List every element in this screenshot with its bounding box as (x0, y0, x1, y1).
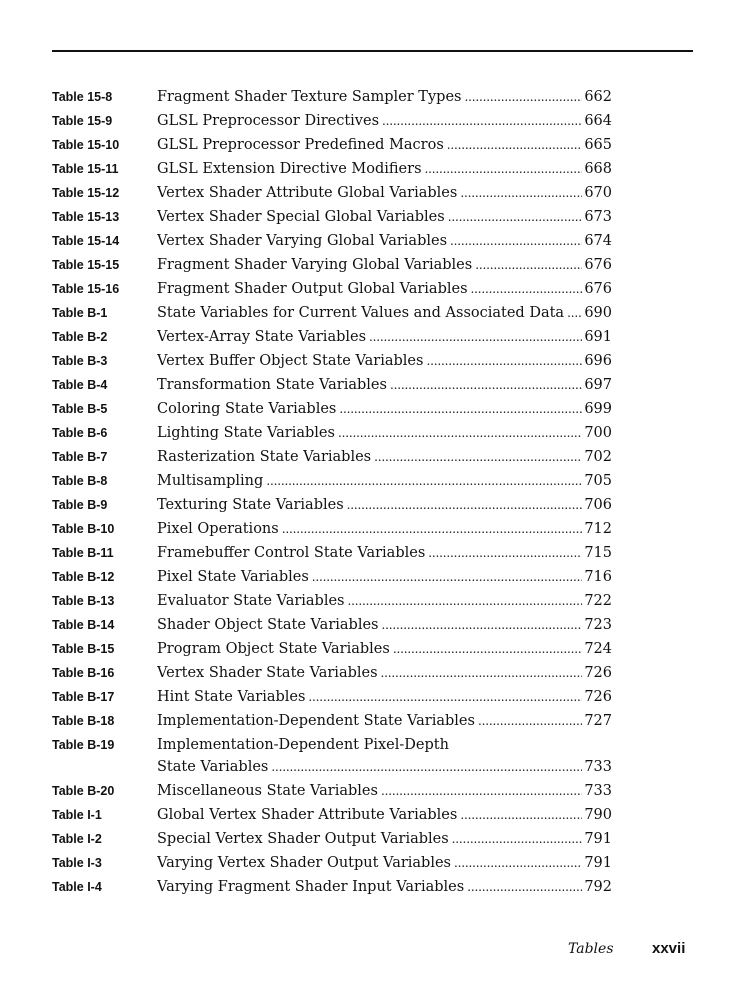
table-title-leader-line (157, 134, 612, 156)
table-label: Table 15-12 (52, 186, 120, 200)
table-label: Table B-7 (52, 450, 108, 464)
table-title: Lighting State Variables (157, 425, 335, 441)
dot-leader (339, 398, 582, 420)
table-title: Pixel State Variables (157, 569, 309, 585)
table-entry-body (157, 182, 612, 204)
table-title: Vertex Shader Special Global Variables (157, 209, 445, 225)
toc-entry (52, 494, 612, 518)
table-title: Transformation State Variables (157, 377, 387, 393)
page-number: 727 (584, 713, 612, 729)
table-entry-body (157, 470, 612, 492)
toc-entry (52, 638, 612, 662)
table-title-leader-line (157, 326, 612, 348)
dot-leader (282, 518, 583, 540)
table-title-leader-line (157, 206, 612, 228)
dot-leader (460, 804, 582, 826)
page-number: 791 (584, 831, 612, 847)
page-number: 699 (584, 401, 612, 417)
toc-entry (52, 158, 612, 182)
table-entry-body (157, 638, 612, 660)
dot-leader (471, 278, 583, 300)
table-title: Fragment Shader Texture Sampler Types (157, 89, 462, 105)
table-entry-body (157, 566, 612, 588)
table-title-leader-line (157, 350, 612, 372)
table-title: Fragment Shader Output Global Variables (157, 281, 468, 297)
table-entry-body (157, 780, 612, 802)
table-entry-body (157, 158, 612, 180)
header-rule (52, 50, 693, 52)
table-title: Texturing State Variables (157, 497, 344, 513)
table-title: Multisampling (157, 473, 264, 489)
table-title: Rasterization State Variables (157, 449, 372, 465)
table-title-leader-line (157, 86, 612, 108)
table-entry-body (157, 494, 612, 516)
dot-leader (448, 206, 583, 228)
toc-entry (52, 134, 612, 158)
table-label: Table B-18 (52, 714, 115, 728)
table-title-leader-line (157, 182, 612, 204)
table-entry-body (157, 254, 612, 276)
page-number: 724 (584, 641, 612, 657)
table-entry-body (157, 614, 612, 636)
toc-entry (52, 590, 612, 614)
table-title: State Variables (157, 759, 269, 775)
page-number: 690 (584, 305, 612, 321)
table-entry-body (157, 828, 612, 850)
table-title-leader-line (157, 852, 612, 874)
table-title: Implementation-Dependent State Variables (157, 713, 475, 729)
table-title: Shader Object State Variables (157, 617, 379, 633)
table-title-leader-line (157, 710, 612, 732)
dot-leader (382, 614, 583, 636)
page-number: 662 (584, 89, 612, 105)
table-entry-body (157, 422, 612, 444)
table-entry-body (157, 350, 612, 372)
table-title-leader-line (157, 518, 612, 540)
toc-entry (52, 614, 612, 638)
table-label: Table I-3 (52, 856, 102, 870)
table-entry-body (157, 876, 612, 898)
table-title-leader-line (157, 230, 612, 252)
page-number: 668 (584, 161, 612, 177)
footer-page-number: xxvii (652, 940, 686, 957)
dot-leader (381, 780, 582, 802)
table-entry-body (157, 542, 612, 564)
toc-entry (52, 542, 612, 566)
table-label: Table I-1 (52, 808, 102, 822)
toc-entry (52, 686, 612, 710)
table-title: Vertex Shader Varying Global Variables (157, 233, 448, 249)
table-entry-body (157, 86, 612, 108)
dot-leader (467, 876, 582, 898)
table-label: Table 15-13 (52, 210, 120, 224)
page-number: 676 (584, 281, 612, 297)
toc-entry (52, 278, 612, 302)
page-number: 716 (584, 569, 612, 585)
table-entry-body (157, 230, 612, 252)
dot-leader (464, 86, 582, 108)
toc-entry (52, 182, 612, 206)
table-label: Table B-20 (52, 784, 115, 798)
table-label: Table B-10 (52, 522, 115, 536)
table-title: GLSL Preprocessor Predefined Macros (157, 137, 444, 153)
toc-entry (52, 374, 612, 398)
page-number: 705 (584, 473, 612, 489)
page-number: 670 (584, 185, 612, 201)
page-number: 791 (584, 855, 612, 871)
table-entry-body (157, 134, 612, 156)
toc-entry (52, 86, 612, 110)
dot-leader (390, 374, 582, 396)
table-label: Table B-4 (52, 378, 108, 392)
table-entry-body (157, 326, 612, 348)
toc-entry (52, 566, 612, 590)
table-label: Table 15-11 (52, 162, 119, 176)
page-number: 706 (584, 497, 612, 513)
dot-leader (312, 566, 583, 588)
table-title-leader-line (157, 614, 612, 636)
page-number: 792 (584, 879, 612, 895)
table-entry-body (157, 374, 612, 396)
table-label: Table B-13 (52, 594, 115, 608)
table-label: Table B-8 (52, 474, 108, 488)
toc-entry (52, 350, 612, 374)
table-label: Table B-16 (52, 666, 115, 680)
table-title: Vertex-Array State Variables (157, 329, 367, 345)
table-label: Table B-2 (52, 330, 108, 344)
table-entry-body (157, 398, 612, 420)
toc-entry (52, 804, 612, 828)
table-title-leader-line (157, 302, 612, 324)
table-label: Table B-11 (52, 546, 114, 560)
table-entry-body (157, 302, 612, 324)
page-number: 674 (584, 233, 612, 249)
table-entry-body (157, 110, 612, 132)
table-entry-body (157, 710, 612, 732)
table-label: Table 15-8 (52, 90, 113, 104)
table-label: Table I-4 (52, 880, 102, 894)
table-title-leader-line (157, 278, 612, 300)
toc-entry (52, 110, 612, 134)
table-title: Fragment Shader Varying Global Variables (157, 257, 473, 273)
table-label: Table 15-9 (52, 114, 113, 128)
dot-leader (381, 662, 583, 684)
table-title: State Variables for Current Values and Associated Data (157, 305, 565, 321)
table-title: Program Object State Variables (157, 641, 390, 657)
table-title: Varying Vertex Shader Output Variables (157, 855, 451, 871)
dot-leader (426, 350, 582, 372)
table-title: GLSL Preprocessor Directives (157, 113, 380, 129)
dot-leader (348, 590, 583, 612)
page-number: 733 (584, 759, 612, 775)
dot-leader (347, 494, 583, 516)
table-entry-body (157, 804, 612, 826)
table-title: Hint State Variables (157, 689, 306, 705)
table-label: Table B-17 (52, 690, 115, 704)
table-title-leader-line (157, 590, 612, 612)
table-title: GLSL Extension Directive Modifiers (157, 161, 422, 177)
page-number: 712 (584, 521, 612, 537)
page-number: 696 (584, 353, 612, 369)
page-number: 665 (584, 137, 612, 153)
table-entry-body (157, 278, 612, 300)
toc-entry (52, 828, 612, 852)
toc-entry (52, 446, 612, 470)
table-entry-body (157, 852, 612, 874)
page-number: 664 (584, 113, 612, 129)
table-title-leader-line (157, 662, 612, 684)
table-label: Table I-2 (52, 832, 102, 846)
table-title: Vertex Buffer Object State Variables (157, 353, 424, 369)
table-title: Vertex Shader Attribute Global Variables (157, 185, 458, 201)
toc-entry (52, 518, 612, 542)
table-label: Table B-6 (52, 426, 108, 440)
dot-leader (428, 542, 582, 564)
table-title: Pixel Operations (157, 521, 279, 537)
page-number: 715 (584, 545, 612, 561)
dot-leader (447, 134, 583, 156)
toc-entry (52, 662, 612, 686)
table-label: Table B-15 (52, 642, 115, 656)
dot-leader (271, 756, 582, 778)
toc-entry (52, 326, 612, 350)
table-title-leader-line (157, 398, 612, 420)
dot-leader (460, 182, 582, 204)
table-label: Table 15-14 (52, 234, 120, 248)
table-title-leader-line (157, 110, 612, 132)
table-title-leader-line (157, 422, 612, 444)
toc-entry (52, 398, 612, 422)
table-label: Table B-9 (52, 498, 108, 512)
toc-entry (52, 254, 612, 278)
dot-leader (475, 254, 582, 276)
table-label: Table B-14 (52, 618, 115, 632)
table-title-leader-line (157, 542, 612, 564)
page-number: 676 (584, 257, 612, 273)
table-label: Table 15-10 (52, 138, 120, 152)
table-label: Table B-5 (52, 402, 108, 416)
table-title-leader-line (157, 780, 612, 802)
toc-entry (52, 422, 612, 446)
page-number: 691 (584, 329, 612, 345)
table-label: Table B-1 (52, 306, 108, 320)
table-entry-body (157, 446, 612, 468)
toc-entry (52, 734, 612, 780)
table-title-leader-line (157, 756, 612, 778)
dot-leader (382, 110, 582, 132)
toc-entry (52, 852, 612, 876)
toc-entry (52, 470, 612, 494)
table-entry-body (157, 206, 612, 228)
page-number: 673 (584, 209, 612, 225)
table-title: Vertex Shader State Variables (157, 665, 378, 681)
table-title-leader-line (157, 158, 612, 180)
table-label: Table 15-15 (52, 258, 120, 272)
table-label: Table B-12 (52, 570, 115, 584)
table-title-leader-line (157, 446, 612, 468)
dot-leader (338, 422, 582, 444)
table-title: Varying Fragment Shader Input Variables (157, 879, 465, 895)
toc-entry (52, 302, 612, 326)
page-number: 726 (584, 665, 612, 681)
table-title-leader-line (157, 470, 612, 492)
dot-leader (450, 230, 582, 252)
table-title: Framebuffer Control State Variables (157, 545, 426, 561)
dot-leader (478, 710, 582, 732)
toc-entry (52, 230, 612, 254)
dot-leader (425, 158, 583, 180)
table-title-leader-line (157, 566, 612, 588)
page-number: 697 (584, 377, 612, 393)
table-label: Table B-19 (52, 738, 115, 752)
dot-leader (308, 686, 582, 708)
table-entry-body (157, 590, 612, 612)
page-number: 722 (584, 593, 612, 609)
table-title: Global Vertex Shader Attribute Variables (157, 807, 458, 823)
table-title-leader-line (157, 686, 612, 708)
toc-entry (52, 710, 612, 734)
table-of-contents (52, 86, 612, 900)
table-label: Table 15-16 (52, 282, 120, 296)
table-title-line1: Implementation-Dependent Pixel-Depth (157, 737, 449, 753)
dot-leader (454, 852, 582, 874)
page-number: 723 (584, 617, 612, 633)
dot-leader (369, 326, 582, 348)
page-number: 733 (584, 783, 612, 799)
toc-entry (52, 876, 612, 900)
table-title-leader-line (157, 804, 612, 826)
table-title: Coloring State Variables (157, 401, 337, 417)
page-number: 726 (584, 689, 612, 705)
table-title-leader-line (157, 876, 612, 898)
table-label: Table B-3 (52, 354, 108, 368)
table-entry-body (157, 662, 612, 684)
table-title: Evaluator State Variables (157, 593, 345, 609)
dot-leader (393, 638, 583, 660)
toc-entry (52, 780, 612, 804)
table-title-leader-line (157, 254, 612, 276)
table-title-leader-line (157, 828, 612, 850)
dot-leader (374, 446, 582, 468)
dot-leader (452, 828, 583, 850)
page-number: 700 (584, 425, 612, 441)
table-title-leader-line (157, 638, 612, 660)
toc-entry (52, 206, 612, 230)
table-entry-body (157, 734, 612, 778)
table-title-leader-line (157, 374, 612, 396)
table-entry-body (157, 686, 612, 708)
dot-leader (567, 302, 582, 324)
table-title: Miscellaneous State Variables (157, 783, 378, 799)
table-entry-body (157, 518, 612, 540)
table-title-leader-line (157, 494, 612, 516)
dot-leader (266, 470, 582, 492)
page-number: 702 (584, 449, 612, 465)
table-title: Special Vertex Shader Output Variables (157, 831, 449, 847)
footer-section-title: Tables (568, 941, 614, 957)
page-number: 790 (584, 807, 612, 823)
